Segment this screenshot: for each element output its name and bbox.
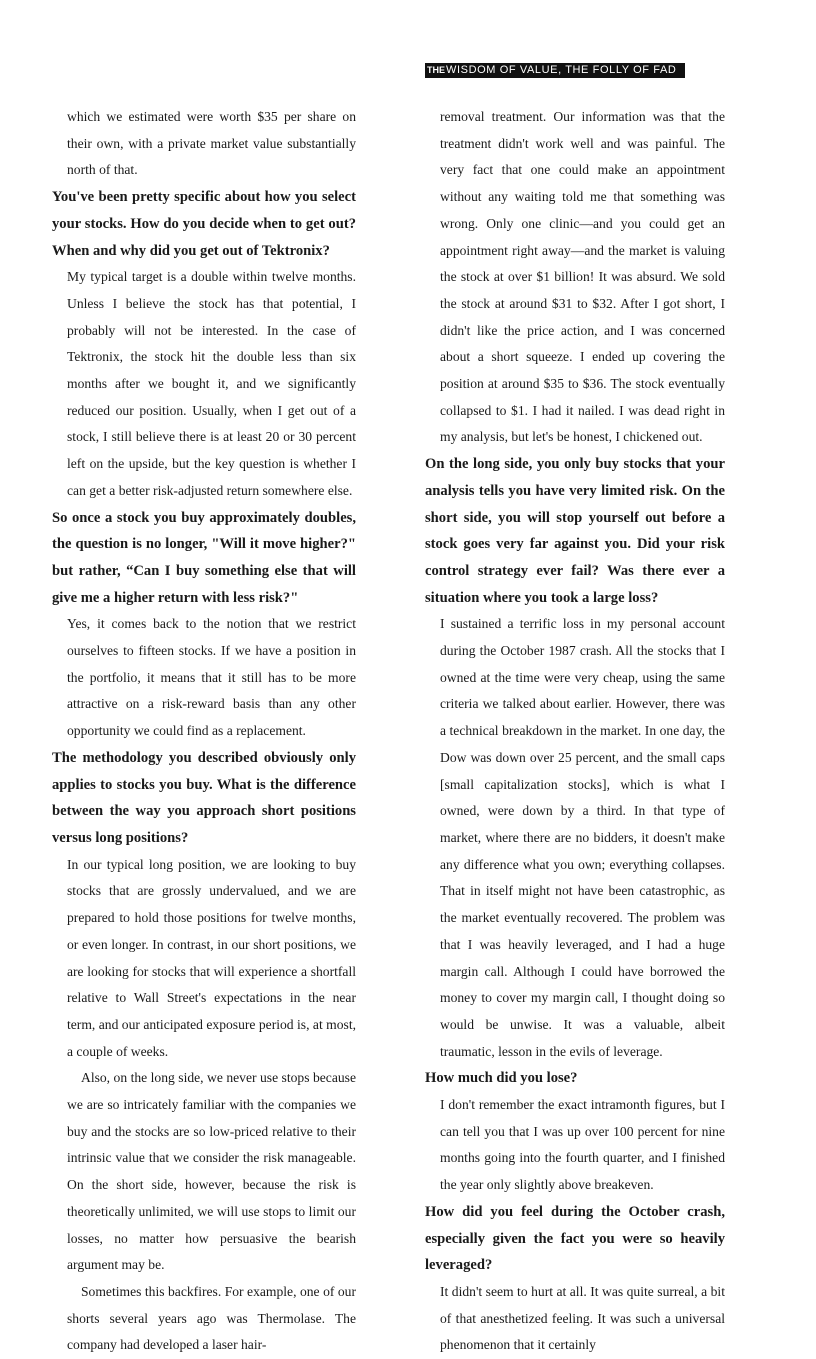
running-header (425, 63, 685, 78)
right-column (425, 104, 725, 1359)
answer-paragraph: Also, on the long side, we never use stops because we are so intricately familiar with the companies we buy and the stocks are so low-priced relative to their intrinsic value that we consider the risk manageable. On the short side, however, because the risk is theoretically unlimited, we will use stops to limit our losses, no matter how persuasive the bearish argument may be. (67, 1070, 356, 1273)
question-paragraph: How did you feel during the October crash, especially given the fact you were so heavily leveraged? (425, 1203, 725, 1274)
question-paragraph: So once a stock you buy approximately doubles, the question is no longer, "Will it move higher?" but rather, “Can I buy something else that will give me a higher return with less risk?" (52, 509, 356, 606)
answer-paragraph: It didn't seem to hurt at all. It was quite surreal, a bit of that anesthetized feeling. It was such a universal phenomenon that it certainly (440, 1283, 725, 1353)
question-paragraph: The methodology you described obviously only applies to stocks you buy. What is the difference between the way you approach short positions versus long positions? (52, 749, 356, 846)
answer-paragraph: Yes, it comes back to the notion that we restrict ourselves to fifteen stocks. If we have a position in the portfolio, it means that it still has to be more attractive on a risk-reward basis than any other opportunity we could find as a replacement. (67, 616, 356, 739)
answer-paragraph: My typical target is a double within twelve months. Unless I believe the stock has that potential, I probably will not be interested. In the case of Tektronix, the stock hit the double less than six months after we bought it, and we significantly reduced our position. Usually, when I get out of a stock, I still believe there is at least 20 or 30 percent left on the upside, but the key question is whether I can get a better risk-adjusted return somewhere else. (67, 269, 356, 498)
header-prefix: THE (427, 65, 445, 75)
answer-paragraph: I don't remember the exact intramonth figures, but I can tell you that I was up over 100 percent for nine months going into the fourth quarter, and I finished the year only slightly above breakeven. (440, 1097, 725, 1193)
left-column (52, 104, 356, 1359)
question-paragraph: You've been pretty specific about how you select your stocks. How do you decide when to get out? When and why did you get out of Tektronix? (52, 189, 356, 259)
answer-paragraph: which we estimated were worth $35 per share on their own, with a private market value substantially north of that. (67, 109, 356, 178)
question-paragraph: How much did you lose? (425, 1070, 578, 1087)
header-title: WISDOM OF VALUE, THE FOLLY OF FAD (446, 64, 677, 76)
answer-paragraph: I sustained a terrific loss in my personal account during the October 1987 crash. All the stocks that I owned at the time were very cheap, using the same criteria we talked about earlier. However, there was a technical breakdown in the market. In one day, the Dow was down over 25 percent, and the small caps [small capitalization stocks], which is what I owned, were down by a third. In that type of market, where there are no bidders, it doesn't make any difference what you own; everything collapses. That in itself might not have been catastrophic, as the market eventually recovered. The problem was that I was heavily leveraged, and I had a huge margin call. Although I could have borrowed the money to cover my margin call, I thought doing so would be unwise. It was a valuable, albeit traumatic, lesson in the evils of leverage. (440, 616, 725, 1059)
answer-paragraph: In our typical long position, we are looking to buy stocks that are grossly undervalued, and we are prepared to hold those positions for twelve months, or even longer. In contrast, in our short positions, we are looking for stocks that will experience a shortfall relative to Wall Street's expectations in the near term, and our anticipated exposure period is, at most, a couple of weeks. (67, 856, 356, 1059)
question-paragraph: On the long side, you only buy stocks that your analysis tells you have very limited risk. On the short side, you will stop yourself out before a stock goes very far against you. Did your risk control strategy ever fail? Was there ever a situation where you took a large loss? (425, 456, 725, 606)
answer-paragraph: Sometimes this backfires. For example, one of our shorts several years ago was Thermolase. The company had developed a laser hair- (67, 1283, 356, 1353)
answer-paragraph: removal treatment. Our information was that the treatment didn't work well and was painful. The very fact that one could make an appointment without any waiting told me that something was wrong. Only one clinic—and you could get an appointment right away—and the market is valuing the stock at over $1 billion! It was absurd. We sold the stock at around $31 to $32. After I got short, I didn't like the price action, and I was concerned about a short squeeze. I ended up covering the position at around $35 to $36. The stock eventually collapsed to $1. I had it nailed. I was dead right in my analysis, but let's be honest, I chickened out. (440, 109, 725, 445)
